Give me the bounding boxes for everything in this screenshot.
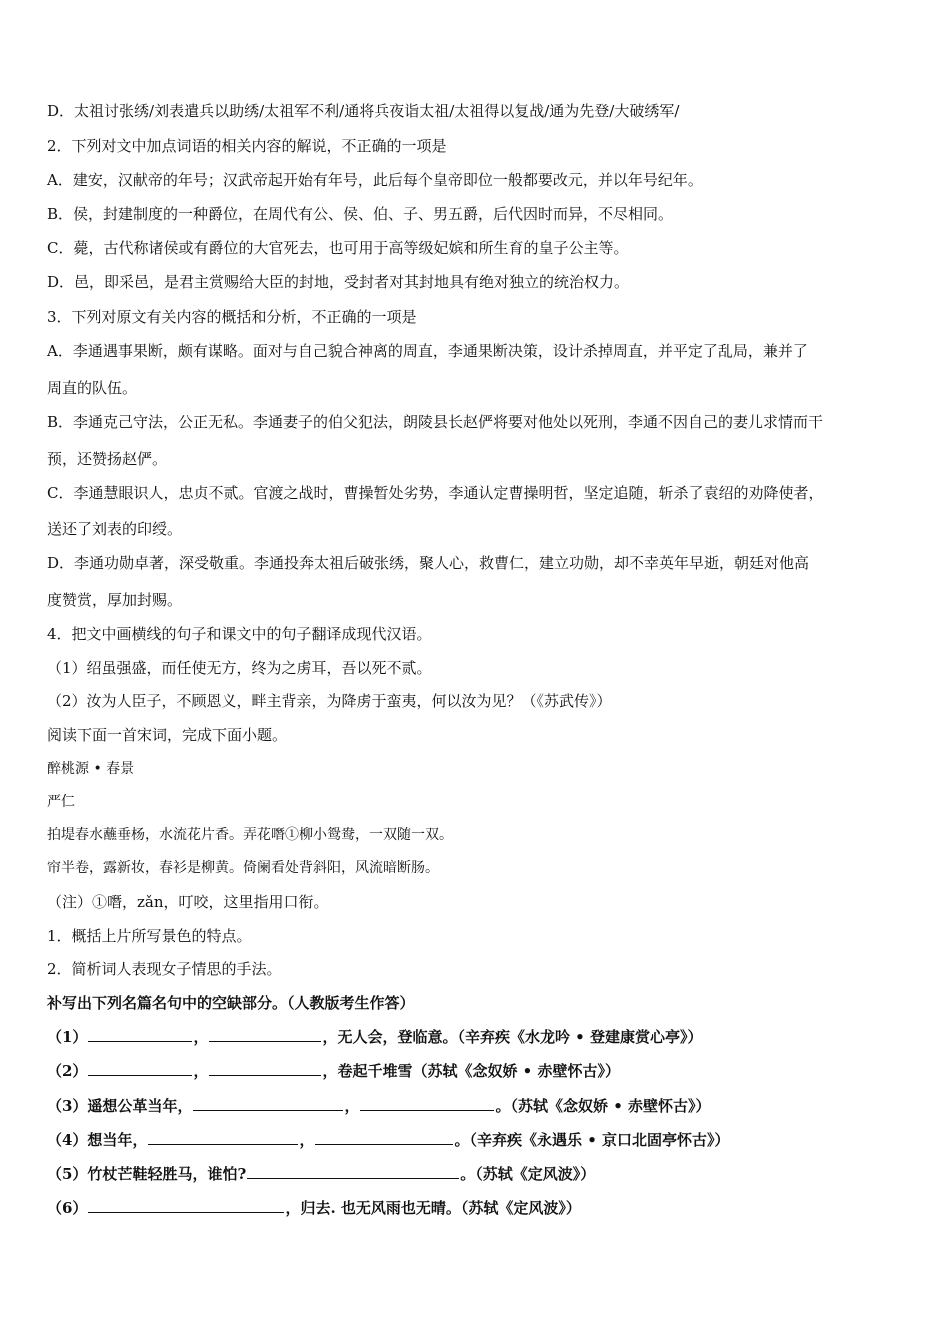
q3-stem: 3．下列对原文有关内容的概括和分析，不正确的一项是 xyxy=(47,308,417,326)
fill-3-blank-a[interactable] xyxy=(193,1096,343,1111)
q3-option-d-line2: 度赞赏，厚加封赐。 xyxy=(47,591,183,609)
fill-6-prefix: （6） xyxy=(47,1199,88,1217)
q2-option-b: B．侯，封建制度的一种爵位，在周代有公、侯、伯、子、男五爵，后代因时而异，不尽相同。 xyxy=(47,205,674,223)
q1-option-d: D．太祖讨张绣/刘表遣兵以助绣/太祖军不利/通将兵夜诣太祖/太祖得以复战/通为先登/大破绣军/ xyxy=(47,102,680,120)
fill-item-6 xyxy=(47,1198,907,1218)
q3-option-b-line2: 预，还赞扬赵俨。 xyxy=(47,450,168,468)
fill-1-prefix: （1） xyxy=(47,1028,88,1046)
poem-question-1: 1．概括上片所写景色的特点。 xyxy=(47,927,252,945)
q4-stem: 4．把文中画横线的句子和课文中的句子翻译成现代汉语。 xyxy=(47,625,432,643)
q3-option-b-line1: B．李通克己守法，公正无私。李通妻子的伯父犯法，朗陵县长赵俨将要对他处以死刑，李通不因自己的妻儿求情而干 xyxy=(47,413,824,431)
fill-1-suffix: ，无人会，登临意。（辛弃疾《水龙吟 • 登建康赏心亭》） xyxy=(322,1028,703,1046)
fill-5-blank[interactable] xyxy=(247,1164,459,1179)
fill-2-blank-a[interactable] xyxy=(88,1061,192,1076)
fill-3-prefix: （3）遥想公革当年， xyxy=(47,1097,193,1115)
fill-2-suffix: ，卷起千堆雪（苏轼《念奴娇 • 赤壁怀古》） xyxy=(322,1062,620,1080)
poem-line-2: 帘半卷，露新妆，春衫是柳黄。倚阑看处背斜阳，风流暗断肠。 xyxy=(47,860,439,876)
q3-option-d-line1: D．李通功勋卓著，深受敬重。李通投奔太祖后破张绣，聚人心，救曹仁，建立功勋，却不幸英年早逝，朝廷对他高 xyxy=(47,554,810,572)
poem-author: 严仁 xyxy=(47,794,75,810)
fill-3-sep: ， xyxy=(344,1097,360,1115)
fill-4-sep: ， xyxy=(299,1131,315,1149)
poem-intro: 阅读下面一首宋词，完成下面小题。 xyxy=(47,726,288,744)
q3-option-c-line2: 送还了刘表的印绶。 xyxy=(47,520,183,538)
fill-5-prefix: （5）竹杖芒鞋轻胜马，谁怕? xyxy=(47,1165,247,1183)
fill-3-blank-b[interactable] xyxy=(360,1096,494,1111)
q2-option-a: A．建安，汉献帝的年号；汉武帝起开始有年号，此后每个皇帝即位一般都要改元，并以年号纪年。 xyxy=(47,171,703,189)
fill-5-suffix: 。（苏轼《定风波》） xyxy=(460,1165,596,1183)
fill-6-suffix: ，归去. 也无风雨也无晴。（苏轼《定风波》） xyxy=(285,1199,581,1217)
fill-1-sep: ， xyxy=(193,1028,209,1046)
poem-title: 醉桃源 • 春景 xyxy=(47,761,135,777)
fill-section-title: 补写出下列名篇名句中的空缺部分。（人教版考生作答） xyxy=(47,994,415,1012)
fill-2-prefix: （2） xyxy=(47,1062,88,1080)
fill-4-prefix: （4）想当年， xyxy=(47,1131,148,1149)
q2-option-d: D．邑，即采邑，是君主赏赐给大臣的封地，受封者对其封地具有绝对独立的统治权力。 xyxy=(47,273,630,291)
q4-sentence-2: （2）汝为人臣子，不顾恩义，畔主背亲，为降虏于蛮夷，何以汝为见？（《苏武传》） xyxy=(47,692,612,710)
fill-1-blank-b[interactable] xyxy=(209,1027,321,1042)
poem-note: （注）①噆，zǎn，叮咬，这里指用口衔。 xyxy=(47,893,329,911)
q3-option-c-line1: C．李通慧眼识人，忠贞不贰。官渡之战时，曹操暂处劣势，李通认定曹操明哲，坚定追随，斩杀了袁绍的劝降使者， xyxy=(47,484,824,502)
q3-option-a-line2: 周直的队伍。 xyxy=(47,379,138,397)
q2-option-c: C．薨，古代称诸侯或有爵位的大官死去，也可用于高等级妃嫔和所生育的皇子公主等。 xyxy=(47,239,629,257)
fill-item-5 xyxy=(47,1164,907,1184)
fill-item-3 xyxy=(47,1096,907,1116)
q4-sentence-1: （1）绍虽强盛，而任使无方，终为之虏耳，吾以死不贰。 xyxy=(47,659,432,677)
fill-item-2 xyxy=(47,1061,907,1081)
q3-option-a-line1: A．李通遇事果断，颇有谋略。面对与自己貌合神离的周直，李通果断决策，设计杀掉周直，并平定了乱局，兼并了 xyxy=(47,342,808,360)
fill-3-suffix: 。（苏轼《念奴娇 • 赤壁怀古》） xyxy=(495,1097,711,1115)
fill-4-blank-a[interactable] xyxy=(148,1130,298,1145)
fill-1-blank-a[interactable] xyxy=(88,1027,192,1042)
fill-2-blank-b[interactable] xyxy=(209,1061,321,1076)
fill-item-4 xyxy=(47,1130,907,1150)
fill-item-1 xyxy=(47,1027,907,1047)
q2-stem: 2．下列对文中加点词语的相关内容的解说，不正确的一项是 xyxy=(47,137,447,155)
fill-6-blank[interactable] xyxy=(88,1198,284,1213)
poem-line-1: 拍堤春水蘸垂杨，水流花片香。弄花噆①柳小鸳鸯，一双随一双。 xyxy=(47,827,453,843)
fill-4-suffix: 。（辛弃疾《永遇乐 • 京口北固亭怀古》） xyxy=(454,1131,730,1149)
fill-4-blank-b[interactable] xyxy=(315,1130,453,1145)
fill-2-sep: ， xyxy=(193,1062,209,1080)
poem-question-2: 2．简析词人表现女子情思的手法。 xyxy=(47,960,282,978)
